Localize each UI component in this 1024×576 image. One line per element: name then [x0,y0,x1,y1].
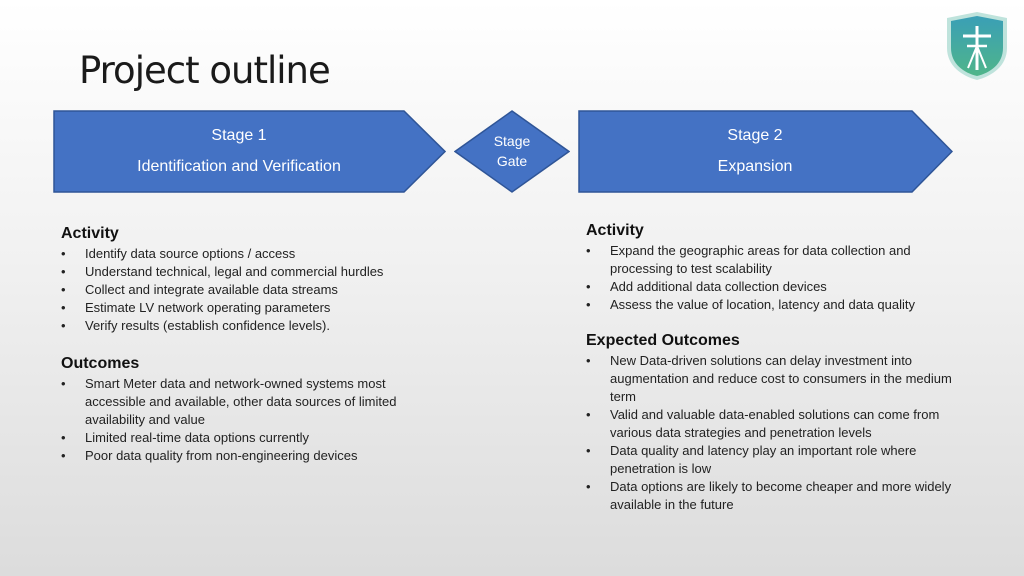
list-item: • New Data-driven solutions can delay investment into augmentation and reduce cost to consumers in the medium term [586,352,976,406]
stage-1-label: Stage 1 [211,127,267,144]
list-item: • Limited real-time data options currently [61,429,431,447]
outcomes-heading: Outcomes [61,355,140,372]
list-item: • Add additional data collection devices [586,278,976,296]
list-item: • Data quality and latency play an important role where penetration is low [586,442,976,478]
list-item: • Expand the geographic areas for data collection and processing to test scalability [586,242,976,278]
list-item: • Valid and valuable data-enabled solutions can come from various data strategies and penetration levels [586,406,976,442]
stage-1-description: Identification and Verification [137,158,341,175]
stage-gate-label-line1: Stage [493,133,531,149]
list-item: • Identify data source options / access [61,245,431,263]
activity-list [586,242,976,314]
expected-outcomes-heading: Expected Outcomes [586,332,740,349]
shield-tower-logo-icon [944,10,1010,82]
list-item: • Smart Meter data and network-owned systems most accessible and available, other data sources of limited availability and value [61,375,431,429]
stage-gate-label-line2: Gate [496,153,528,169]
list-item: • Data options are likely to become cheaper and more widely available in the future [586,478,976,514]
stage-2-details [586,220,976,514]
outcomes-list [61,375,431,465]
list-item: • Poor data quality from non-engineering devices [61,447,431,465]
activity-heading: Activity [586,222,644,239]
stage-gate-diamond [454,110,570,193]
list-item: • Understand technical, legal and commercial hurdles [61,263,431,281]
activity-list [61,245,431,335]
stage-1-details [61,223,431,465]
list-item: • Collect and integrate available data streams [61,281,431,299]
expected-outcomes-list [586,352,976,514]
stage-2-label: Stage 2 [727,127,783,144]
page-title: Project outline [79,49,330,92]
list-item: • Verify results (establish confidence levels). [61,317,431,335]
stage-2-description: Expansion [717,158,793,175]
stage-1-arrow [53,110,446,193]
list-item: • Assess the value of location, latency and data quality [586,296,976,314]
list-item: • Estimate LV network operating parameters [61,299,431,317]
stage-2-arrow [578,110,953,193]
activity-heading: Activity [61,225,119,242]
